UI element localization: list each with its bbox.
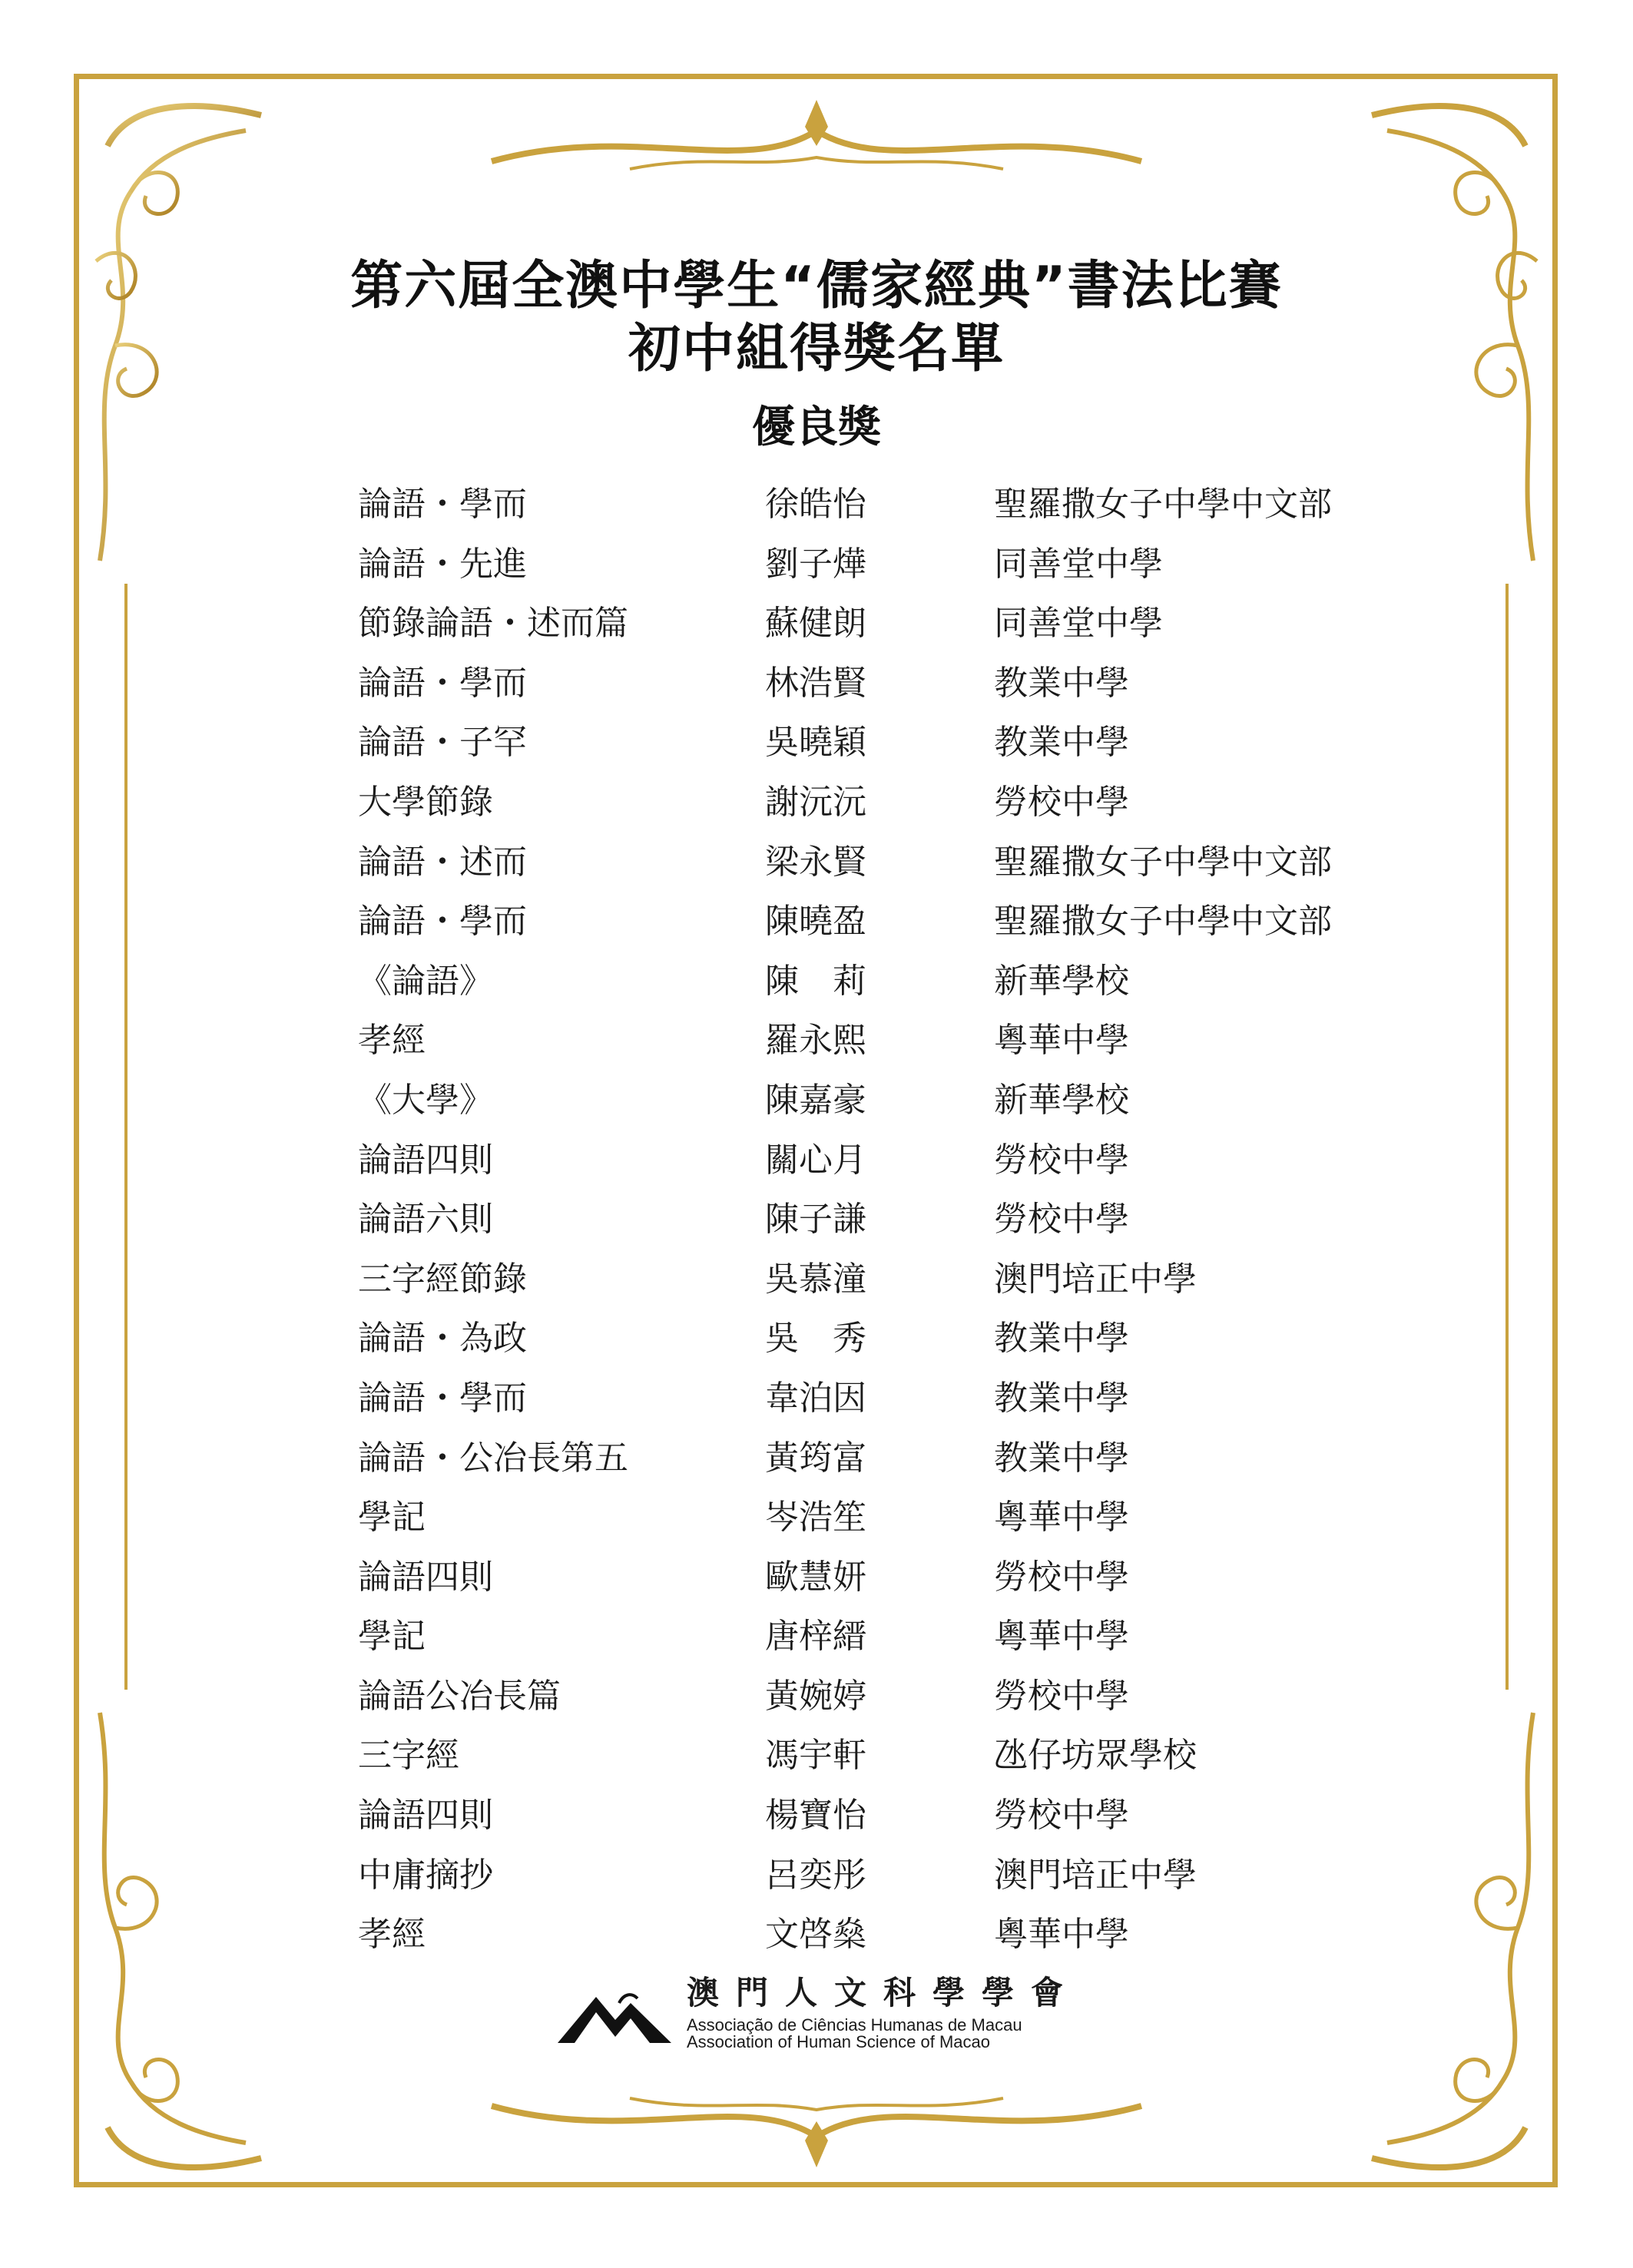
- winner-row: [0, 1548, 1633, 1607]
- winner-row: [0, 1726, 1633, 1786]
- student-name: 羅永熙: [765, 1021, 866, 1061]
- association-name-portuguese: Associação de Ciências Humanas de Macau: [687, 2015, 1022, 2035]
- student-name: 陳 莉: [765, 961, 866, 1001]
- winner-row: [0, 475, 1633, 535]
- work-title: 學記: [358, 1617, 426, 1657]
- school-name: 教業中學: [994, 1438, 1129, 1478]
- student-name: 黃婉婷: [765, 1676, 866, 1716]
- bottom-center-flourish: [476, 2083, 1157, 2175]
- school-name: 同善堂中學: [994, 604, 1163, 644]
- association-logo: [558, 1968, 1095, 2052]
- winner-row: [0, 1131, 1633, 1190]
- winner-row: [0, 1429, 1633, 1488]
- school-name: 同善堂中學: [994, 544, 1163, 584]
- student-name: 歐慧妍: [765, 1557, 866, 1597]
- work-title: 論語・學而: [358, 902, 527, 942]
- school-name: 聖羅撒女子中學中文部: [994, 485, 1332, 524]
- winner-row: [0, 1071, 1633, 1131]
- student-name: 陳子謙: [765, 1200, 866, 1240]
- school-name: 聖羅撒女子中學中文部: [994, 842, 1332, 882]
- work-title: 論語・子罕: [358, 723, 527, 763]
- school-name: 氹仔坊眾學校: [994, 1736, 1197, 1776]
- work-title: 論語公冶長篇: [358, 1676, 561, 1716]
- competition-title: 第六屆全澳中學生“儒家經典”書法比賽: [350, 256, 1283, 316]
- work-title: 學記: [358, 1498, 426, 1538]
- student-name: 吳慕潼: [765, 1259, 866, 1299]
- work-title: 論語・為政: [358, 1319, 527, 1359]
- winner-row: [0, 1607, 1633, 1667]
- work-title: 論語・學而: [358, 485, 527, 524]
- student-name: 劉子燁: [765, 544, 866, 584]
- student-name: 文啓燊: [765, 1915, 866, 1955]
- student-name: 呂奕彤: [765, 1855, 866, 1895]
- school-name: 新華學校: [994, 1080, 1129, 1120]
- winner-row: [0, 1309, 1633, 1369]
- work-title: 論語四則: [358, 1796, 493, 1836]
- work-title: 節錄論語・述而篇: [358, 604, 628, 644]
- work-title: 《大學》: [358, 1080, 493, 1120]
- winner-row: [0, 1846, 1633, 1905]
- work-title: 論語四則: [358, 1557, 493, 1597]
- school-name: 教業中學: [994, 1319, 1129, 1359]
- winner-row: [0, 1011, 1633, 1071]
- school-name: 教業中學: [994, 1378, 1129, 1418]
- school-name: 新華學校: [994, 961, 1129, 1001]
- student-name: 吳 秀: [765, 1319, 866, 1359]
- student-name: 陳嘉豪: [765, 1080, 866, 1120]
- work-title: 論語・學而: [358, 663, 527, 703]
- association-name-chinese: 澳門人文科學學會: [687, 1974, 1081, 2011]
- student-name: 吳曉穎: [765, 723, 866, 763]
- student-name: 林浩賢: [765, 663, 866, 703]
- student-name: 唐梓縉: [765, 1617, 866, 1657]
- winner-row: [0, 952, 1633, 1011]
- winner-row: [0, 1369, 1633, 1429]
- school-name: 粵華中學: [994, 1498, 1129, 1538]
- school-name: 聖羅撒女子中學中文部: [994, 902, 1332, 942]
- student-name: 岑浩笙: [765, 1498, 866, 1538]
- winner-list: [0, 475, 1633, 1965]
- student-name: 楊寶怡: [765, 1796, 866, 1836]
- school-name: 教業中學: [994, 723, 1129, 763]
- school-name: 勞校中學: [994, 1140, 1129, 1180]
- work-title: 中庸摘抄: [358, 1855, 493, 1895]
- winner-row: [0, 1190, 1633, 1250]
- work-title: 孝經: [358, 1915, 426, 1955]
- school-name: 粵華中學: [994, 1617, 1129, 1657]
- school-name: 粵華中學: [994, 1915, 1129, 1955]
- winner-row: [0, 535, 1633, 594]
- work-title: 《論語》: [358, 961, 493, 1001]
- student-name: 蘇健朗: [765, 604, 866, 644]
- work-title: 大學節錄: [358, 782, 493, 822]
- school-name: 澳門培正中學: [994, 1855, 1197, 1895]
- work-title: 論語・先進: [358, 544, 527, 584]
- winner-row: [0, 1786, 1633, 1846]
- work-title: 三字經節錄: [358, 1259, 527, 1299]
- school-name: 勞校中學: [994, 1557, 1129, 1597]
- winner-row: [0, 654, 1633, 714]
- school-name: 勞校中學: [994, 1676, 1129, 1716]
- winner-row: [0, 1488, 1633, 1548]
- mountain-logo-icon: [558, 1983, 673, 2045]
- association-name-english: Association of Human Science of Macao: [687, 2032, 990, 2051]
- work-title: 論語六則: [358, 1200, 493, 1240]
- student-name: 徐皓怡: [765, 485, 866, 524]
- school-name: 教業中學: [994, 663, 1129, 703]
- school-name: 勞校中學: [994, 782, 1129, 822]
- winner-row: [0, 773, 1633, 833]
- winner-row: [0, 594, 1633, 654]
- student-name: 關心月: [765, 1140, 866, 1180]
- student-name: 黃筠富: [765, 1438, 866, 1478]
- winner-row: [0, 1905, 1633, 1965]
- student-name: 馮宇軒: [765, 1736, 866, 1776]
- school-name: 粵華中學: [994, 1021, 1129, 1061]
- winner-row: [0, 1667, 1633, 1727]
- award-title: 優良獎: [752, 402, 881, 452]
- winner-row: [0, 892, 1633, 952]
- student-name: 陳曉盈: [765, 902, 866, 942]
- student-name: 梁永賢: [765, 842, 866, 882]
- student-name: 謝沅沅: [765, 782, 866, 822]
- winner-row: [0, 1250, 1633, 1309]
- school-name: 澳門培正中學: [994, 1259, 1197, 1299]
- school-name: 勞校中學: [994, 1200, 1129, 1240]
- student-name: 韋泊因: [765, 1378, 866, 1418]
- school-name: 勞校中學: [994, 1796, 1129, 1836]
- work-title: 論語・公冶長第五: [358, 1438, 628, 1478]
- work-title: 孝經: [358, 1021, 426, 1061]
- work-title: 論語四則: [358, 1140, 493, 1180]
- winner-row: [0, 713, 1633, 773]
- category-title: 初中組得獎名單: [628, 319, 1005, 379]
- winner-row: [0, 833, 1633, 892]
- work-title: 論語・述而: [358, 842, 527, 882]
- work-title: 三字經: [358, 1736, 459, 1776]
- work-title: 論語・學而: [358, 1378, 527, 1418]
- top-center-flourish: [476, 92, 1157, 184]
